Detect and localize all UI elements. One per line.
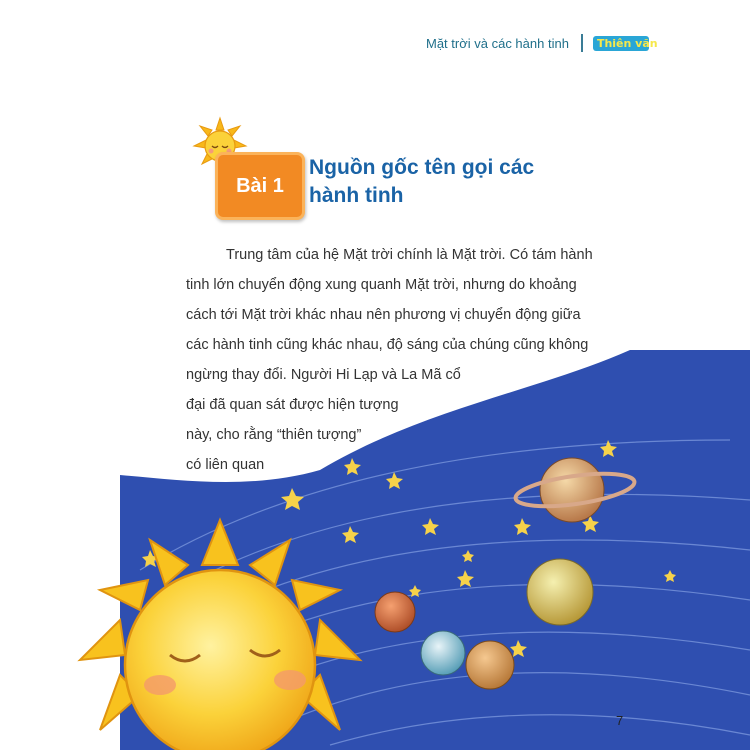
lesson-body-text: [186, 240, 626, 480]
page-header: [400, 28, 750, 58]
lesson-title-line-1: Nguồn gốc tên gọi các: [309, 156, 535, 179]
body-line: đại đã quan sát được hiện tượng: [186, 397, 399, 413]
lesson-badge: [215, 152, 305, 220]
body-line: này, cho rằng “thiên tượng”: [186, 427, 362, 443]
series-label: Thiên văn: [593, 36, 649, 51]
body-line: tinh lớn chuyển động xung quanh Mặt trời, nhưng do khoảng: [186, 277, 577, 293]
body-line: Trung tâm của hệ Mặt trời chính là Mặt trời. Có tám hành: [226, 247, 593, 263]
lesson-number: Bài 1: [236, 174, 284, 197]
chapter-title: Mặt trời và các hành tinh: [426, 35, 569, 51]
body-line: ngừng thay đổi. Người Hi Lạp và La Mã cổ: [186, 367, 461, 383]
page-number: 7: [616, 713, 624, 728]
lesson-title: [309, 154, 609, 210]
body-line: có liên quan: [186, 457, 265, 473]
header-divider: [581, 34, 583, 52]
body-line: các hành tinh cũng khác nhau, độ sáng của chúng cũng không: [186, 337, 589, 353]
lesson-title-line-2: hành tinh: [309, 184, 404, 207]
body-line: cách tới Mặt trời khác nhau nên phương vị chuyển động giữa: [186, 307, 581, 323]
mars-icon: [375, 592, 415, 632]
jupiter-icon: [527, 559, 593, 625]
venus-icon: [466, 641, 514, 689]
earth-icon: [421, 631, 465, 675]
